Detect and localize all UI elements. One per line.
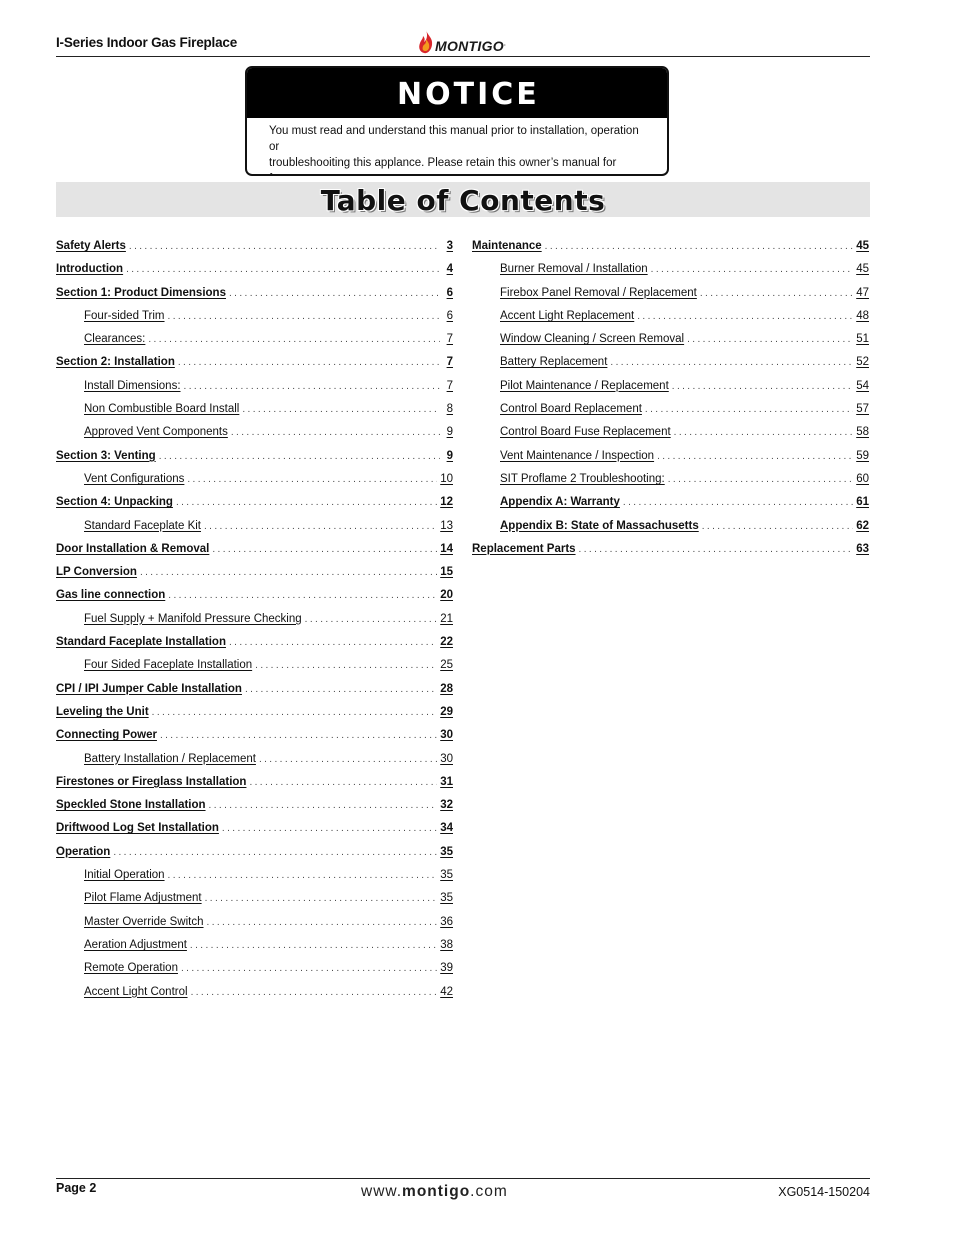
toc-entry[interactable]	[56, 423, 453, 446]
dot-leader	[255, 658, 437, 674]
toc-entry-label[interactable]: Section 1: Product Dimensions	[56, 286, 226, 299]
toc-entry[interactable]	[56, 819, 453, 842]
dot-leader	[168, 868, 438, 884]
dot-leader	[113, 845, 437, 861]
dot-leader	[168, 588, 437, 604]
toc-entry[interactable]	[472, 307, 869, 330]
toc-entry-label[interactable]: CPI / IPI Jumper Cable Installation	[56, 682, 242, 695]
toc-entry-page[interactable]: 60	[856, 472, 869, 485]
toc-entry-label[interactable]: SIT Proflame 2 Troubleshooting:	[500, 472, 665, 485]
document-code: XG0514-150204	[778, 1185, 870, 1199]
dot-leader	[610, 355, 853, 371]
toc-entry-page[interactable]: 45	[856, 263, 869, 276]
toc-entry-page[interactable]: 59	[856, 449, 869, 462]
dot-leader	[209, 798, 438, 814]
toc-entry-page[interactable]: 35	[440, 845, 453, 858]
toc-entry-label[interactable]: Introduction	[56, 263, 124, 276]
dot-leader	[181, 961, 437, 977]
toc-entry-page[interactable]: 28	[440, 682, 453, 695]
page-footer	[56, 1178, 870, 1219]
logo-wordmark: MONTIGO.	[435, 38, 506, 54]
toc-entry-label[interactable]: Fuel Supply + Manifold Pressure Checking	[84, 612, 302, 625]
toc-entry-label[interactable]: Standard Faceplate Kit	[84, 519, 201, 532]
toc-title: Table of Contents	[320, 184, 606, 217]
toc-entry-page[interactable]: 61	[856, 496, 869, 509]
toc-entry[interactable]	[56, 260, 453, 283]
toc-entry-page[interactable]: 7	[446, 333, 453, 346]
toc-entry-label[interactable]: Control Board Replacement	[500, 403, 642, 416]
toc-entry-label[interactable]: LP Conversion	[56, 566, 137, 579]
toc-entry[interactable]	[472, 517, 869, 540]
dot-leader	[140, 565, 437, 581]
toc-entry[interactable]	[56, 517, 453, 540]
dot-leader	[191, 985, 438, 1001]
toc-entry-page[interactable]: 38	[440, 938, 453, 951]
dot-leader	[242, 402, 440, 418]
toc-entry[interactable]	[472, 237, 869, 260]
toc-entry-page[interactable]: 52	[856, 356, 869, 369]
toc-entry-label[interactable]: Clearances:	[84, 333, 146, 346]
dot-leader	[545, 239, 854, 255]
toc-entry-label[interactable]: Control Board Fuse Replacement	[500, 426, 671, 439]
toc-entry-label[interactable]: Burner Removal / Installation	[500, 263, 648, 276]
toc-entry[interactable]	[472, 377, 869, 400]
toc-entry-label[interactable]: Connecting Power	[56, 729, 157, 742]
toc-entry[interactable]	[56, 330, 453, 353]
toc-entry-page[interactable]: 51	[856, 333, 869, 346]
toc-entry[interactable]	[56, 983, 453, 1006]
toc-entry-label[interactable]: Initial Operation	[84, 869, 165, 882]
toc-entry[interactable]	[472, 330, 869, 353]
toc-entry-page[interactable]: 7	[446, 379, 453, 392]
toc-entry-page[interactable]: 54	[856, 379, 869, 392]
toc-entry-page[interactable]: 21	[440, 612, 453, 625]
website-link[interactable]: www.montigo.com	[361, 1183, 508, 1200]
toc-entry-page[interactable]: 10	[440, 472, 453, 485]
toc-entry-label[interactable]: Four-sided Trim	[84, 309, 165, 322]
toc-entry-label[interactable]: Safety Alerts	[56, 240, 126, 252]
notice-line: You must read and understand this manual prior to installation, operation or	[269, 125, 639, 153]
dot-leader	[168, 309, 440, 325]
toc-entry[interactable]	[56, 563, 453, 586]
toc-entry[interactable]	[56, 656, 453, 679]
toc-entry-page[interactable]: 32	[440, 799, 453, 812]
dot-leader	[129, 239, 440, 255]
dot-leader	[126, 262, 440, 278]
dot-leader	[259, 752, 437, 768]
toc-entry-label[interactable]: Four Sided Faceplate Installation	[84, 659, 253, 672]
toc-entry-page[interactable]: 7	[446, 356, 453, 369]
toc-entry[interactable]	[56, 470, 453, 493]
toc-entry-label[interactable]: Non Combustible Board Install	[84, 403, 240, 416]
toc-entry-label[interactable]: Driftwood Log Set Installation	[56, 822, 219, 835]
toc-entry[interactable]	[472, 353, 869, 376]
toc-entry-label[interactable]: Section 3: Venting	[56, 449, 156, 462]
toc-entry-page[interactable]: 30	[440, 752, 453, 765]
notice-heading: NOTICE	[247, 68, 667, 118]
toc-entry[interactable]	[56, 586, 453, 609]
toc-entry[interactable]	[56, 284, 453, 307]
toc-entry-label[interactable]: Accent Light Control	[84, 985, 188, 998]
dot-leader	[205, 891, 438, 907]
toc-entry-label[interactable]: Battery Installation / Replacement	[84, 752, 256, 765]
dot-leader	[187, 472, 437, 488]
toc-entry-page[interactable]: 62	[856, 519, 869, 532]
toc-entry[interactable]	[472, 423, 869, 446]
dot-leader	[178, 355, 440, 371]
toc-entry[interactable]	[56, 796, 453, 819]
dot-leader	[249, 775, 437, 791]
toc-entry-label[interactable]: Battery Replacement	[500, 356, 608, 369]
toc-entry-page[interactable]: 15	[440, 566, 453, 579]
dot-leader	[160, 728, 437, 744]
toc-entry-page[interactable]: 45	[856, 240, 869, 252]
toc-entry[interactable]	[56, 377, 453, 400]
dot-leader	[668, 472, 853, 488]
toc-entry-label[interactable]: Gas line connection	[56, 589, 166, 602]
toc-entry[interactable]	[56, 237, 453, 260]
toc-entry-label[interactable]: Window Cleaning / Screen Removal	[500, 333, 685, 346]
toc-entry-page[interactable]: 63	[856, 542, 869, 555]
toc-banner	[56, 182, 870, 217]
toc-entry[interactable]	[56, 680, 453, 703]
notice-line: troubleshooiting this applance. Please retain this owner’s manual for	[269, 157, 617, 169]
toc-entry-label[interactable]: Maintenance	[472, 240, 542, 252]
toc-entry-page[interactable]: 6	[446, 309, 453, 322]
dot-leader	[637, 309, 853, 325]
toc-entry-page[interactable]: 34	[440, 822, 453, 835]
toc-entry-label[interactable]: Replacement Parts	[472, 542, 576, 555]
dot-leader	[152, 705, 438, 721]
toc-entry-label[interactable]: Operation	[56, 845, 111, 858]
dot-leader	[222, 821, 437, 837]
toc-entry-page[interactable]: 13	[440, 519, 453, 532]
toc-entry-page[interactable]: 29	[440, 705, 453, 718]
toc-entry-label[interactable]: Section 2: Installation	[56, 356, 175, 369]
manual-title: I-Series Indoor Gas Fireplace	[56, 35, 238, 50]
toc-entry-page[interactable]: 35	[440, 892, 453, 905]
dot-leader	[687, 332, 853, 348]
dot-leader	[159, 449, 440, 465]
dot-leader	[651, 262, 854, 278]
toc-entry[interactable]	[472, 400, 869, 423]
toc-entry-page[interactable]: 48	[856, 309, 869, 322]
dot-leader	[212, 542, 437, 558]
toc-entry-page[interactable]: 58	[856, 426, 869, 439]
flame-icon	[418, 30, 434, 54]
toc-entry[interactable]	[56, 447, 453, 470]
toc-entry[interactable]	[56, 773, 453, 796]
dot-leader	[702, 519, 853, 535]
toc-entry-page[interactable]: 35	[440, 869, 453, 882]
toc-entry[interactable]	[56, 843, 453, 866]
toc-entry-page[interactable]: 22	[440, 636, 453, 649]
toc-entry-label[interactable]: Aeration Adjustment	[84, 938, 187, 951]
toc-entry-page[interactable]: 4	[446, 263, 453, 276]
dot-leader	[231, 425, 440, 441]
toc-entry-label[interactable]: Pilot Flame Adjustment	[84, 892, 202, 905]
toc-entry-label[interactable]: Leveling the Unit	[56, 705, 149, 718]
toc-entry-page[interactable]: 9	[446, 426, 453, 439]
toc-entry-page[interactable]: 12	[440, 496, 453, 509]
toc-entry-page[interactable]: 30	[440, 729, 453, 742]
toc-entry-label[interactable]: Section 4: Unpacking	[56, 496, 173, 509]
toc-entry[interactable]	[472, 260, 869, 283]
toc-entry-label[interactable]: Pilot Maintenance / Replacement	[500, 379, 669, 392]
toc-entry[interactable]	[56, 913, 453, 936]
toc-entry[interactable]	[56, 936, 453, 959]
dot-leader	[148, 332, 440, 348]
toc-left-column	[56, 237, 453, 1006]
dot-leader	[645, 402, 853, 418]
toc-entry[interactable]	[56, 493, 453, 516]
toc-entry[interactable]	[56, 633, 453, 656]
toc-entry[interactable]	[472, 540, 869, 563]
toc-entry-page[interactable]: 47	[856, 286, 869, 299]
dot-leader	[245, 682, 437, 698]
toc-entry-label[interactable]: Speckled Stone Installation	[56, 799, 206, 812]
toc-entry-page[interactable]: 8	[446, 403, 453, 416]
toc-entry[interactable]	[56, 703, 453, 726]
toc-entry[interactable]	[56, 307, 453, 330]
toc-entry-page[interactable]: 36	[440, 915, 453, 928]
toc-entry[interactable]	[56, 540, 453, 563]
dot-leader	[176, 495, 437, 511]
toc-entry-label[interactable]: Accent Light Replacement	[500, 309, 635, 322]
toc-entry-label[interactable]: Standard Faceplate Installation	[56, 636, 226, 649]
toc-entry-label[interactable]: Firestones or Fireglass Installation	[56, 775, 247, 788]
montigo-logo	[418, 26, 506, 54]
toc-entry-page[interactable]: 3	[446, 240, 453, 252]
toc-entry-page[interactable]: 57	[856, 403, 869, 416]
toc-entry[interactable]	[56, 400, 453, 423]
toc-entry-page[interactable]: 14	[440, 542, 453, 555]
dot-leader	[657, 449, 853, 465]
dot-leader	[700, 286, 853, 302]
toc-entry-page[interactable]: 31	[440, 775, 453, 788]
dot-leader	[672, 379, 853, 395]
dot-leader	[579, 542, 854, 558]
toc-entry-label[interactable]: Master Override Switch	[84, 915, 204, 928]
dot-leader	[305, 612, 438, 628]
toc-entry-label[interactable]: Firebox Panel Removal / Replacement	[500, 286, 697, 299]
dot-leader	[229, 635, 437, 651]
toc-entry[interactable]	[472, 284, 869, 307]
notice-text	[247, 118, 667, 176]
toc-entry[interactable]	[56, 750, 453, 773]
toc-entry[interactable]	[472, 470, 869, 493]
toc-entry[interactable]	[56, 610, 453, 633]
toc-entry-page[interactable]: 25	[440, 659, 453, 672]
page-number: Page 2	[56, 1181, 97, 1195]
toc-entry[interactable]	[472, 493, 869, 516]
toc-entry-label[interactable]: Remote Operation	[84, 962, 178, 975]
dot-leader	[204, 519, 437, 535]
dot-leader	[229, 286, 440, 302]
page-header	[56, 30, 870, 57]
dot-leader	[674, 425, 854, 441]
notice-box	[245, 66, 669, 176]
toc-entry-label[interactable]: Appendix B: State of Massachusetts	[500, 519, 699, 532]
toc-entry[interactable]	[56, 889, 453, 912]
toc-entry[interactable]	[56, 959, 453, 982]
toc-entry[interactable]	[56, 353, 453, 376]
toc-entry[interactable]	[472, 447, 869, 470]
toc-entry[interactable]	[56, 726, 453, 749]
toc-entry-label[interactable]: Approved Vent Components	[84, 426, 228, 439]
dot-leader	[184, 379, 440, 395]
toc-entry[interactable]	[56, 866, 453, 889]
toc-entry-page[interactable]: 6	[446, 286, 453, 299]
toc-entry-label[interactable]: Appendix A: Warranty	[500, 496, 620, 509]
toc-entry-page[interactable]: 42	[440, 985, 453, 998]
toc-entry-label[interactable]: Vent Configurations	[84, 472, 185, 485]
toc-entry-label[interactable]: Install Dimensions:	[84, 379, 181, 392]
toc-entry-label[interactable]: Vent Maintenance / Inspection	[500, 449, 655, 462]
dot-leader	[190, 938, 437, 954]
dot-leader	[207, 915, 438, 931]
toc-entry-label[interactable]: Door Installation & Removal	[56, 542, 210, 555]
dot-leader	[623, 495, 853, 511]
toc-entry-page[interactable]: 20	[440, 589, 453, 602]
toc-entry-page[interactable]: 39	[440, 962, 453, 975]
toc-entry-page[interactable]: 9	[446, 449, 453, 462]
toc-right-column	[472, 237, 869, 563]
